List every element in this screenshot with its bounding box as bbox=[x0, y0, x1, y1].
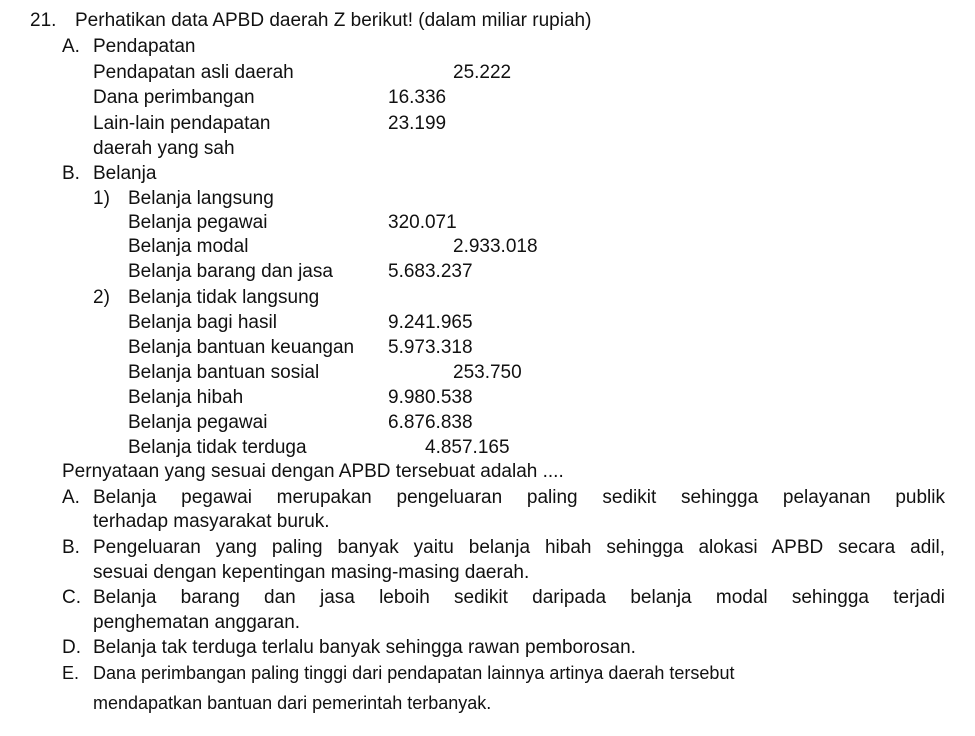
item-value: 9.980.538 bbox=[388, 387, 473, 408]
item-label: Belanja pegawai bbox=[128, 212, 268, 233]
question-prompt: Pernyataan yang sesuai dengan APBD tersebuat adalah .... bbox=[62, 461, 564, 482]
section-a-label: Pendapatan bbox=[93, 36, 196, 57]
item-value: 25.222 bbox=[453, 62, 512, 83]
group1-num: 1) bbox=[93, 188, 110, 209]
item-value: 16.336 bbox=[388, 87, 447, 108]
option-c-letter[interactable]: C. bbox=[62, 587, 81, 608]
item-label: Lain-lain pendapatan bbox=[93, 113, 271, 134]
option-b-letter[interactable]: B. bbox=[62, 537, 80, 558]
option-b-line1[interactable]: Pengeluaran yang paling banyak yaitu belanja hibah sehingga alokasi APBD secara adil, bbox=[93, 537, 945, 558]
option-b-line2[interactable]: sesuai dengan kepentingan masing-masing daerah. bbox=[93, 562, 530, 583]
question-title: Perhatikan data APBD daerah Z berikut! (dalam miliar rupiah) bbox=[75, 10, 592, 31]
item-label: Belanja bantuan sosial bbox=[128, 362, 320, 383]
item-label: Belanja bagi hasil bbox=[128, 312, 277, 333]
option-a-line1[interactable]: Belanja pegawai merupakan pengeluaran paling sedikit sehingga pelayanan publik bbox=[93, 487, 945, 508]
item-value: 23.199 bbox=[388, 113, 447, 134]
option-d-letter[interactable]: D. bbox=[62, 637, 81, 658]
option-c-line1[interactable]: Belanja barang dan jasa leboih sedikit daripada belanja modal sehingga terjadi bbox=[93, 587, 945, 608]
section-b-label: Belanja bbox=[93, 163, 157, 184]
group1-label: Belanja langsung bbox=[128, 188, 274, 209]
option-e-line2[interactable]: mendapatkan bantuan dari pemerintah terbanyak. bbox=[93, 693, 492, 713]
item-value: 9.241.965 bbox=[388, 312, 473, 333]
item-label: Dana perimbangan bbox=[93, 87, 255, 108]
item-label-cont: daerah yang sah bbox=[93, 138, 235, 159]
question-number: 21. bbox=[30, 10, 57, 31]
section-a-letter: A. bbox=[62, 36, 80, 57]
item-label: Belanja tidak terduga bbox=[128, 437, 307, 458]
group2-label: Belanja tidak langsung bbox=[128, 287, 320, 308]
item-label: Belanja modal bbox=[128, 236, 249, 257]
option-a-line2[interactable]: terhadap masyarakat buruk. bbox=[93, 511, 330, 532]
item-label: Belanja pegawai bbox=[128, 412, 268, 433]
group2-num: 2) bbox=[93, 287, 110, 308]
item-value: 320.071 bbox=[388, 212, 457, 233]
option-e-letter[interactable]: E. bbox=[62, 663, 80, 683]
option-a-letter[interactable]: A. bbox=[62, 487, 80, 508]
item-value: 5.973.318 bbox=[388, 337, 473, 358]
item-value: 253.750 bbox=[453, 362, 522, 383]
item-label: Belanja hibah bbox=[128, 387, 244, 408]
item-label: Pendapatan asli daerah bbox=[93, 62, 294, 83]
section-b-letter: B. bbox=[62, 163, 80, 184]
option-d-line1[interactable]: Belanja tak terduga terlalu banyak sehingga rawan pemborosan. bbox=[93, 637, 636, 658]
option-c-line2[interactable]: penghematan anggaran. bbox=[93, 612, 301, 633]
item-value: 5.683.237 bbox=[388, 261, 473, 282]
item-value: 2.933.018 bbox=[453, 236, 538, 257]
item-value: 4.857.165 bbox=[425, 437, 510, 458]
item-value: 6.876.838 bbox=[388, 412, 473, 433]
item-label: Belanja barang dan jasa bbox=[128, 261, 333, 282]
option-e-line1[interactable]: Dana perimbangan paling tinggi dari pendapatan lainnya artinya daerah tersebut bbox=[93, 663, 735, 683]
item-label: Belanja bantuan keuangan bbox=[128, 337, 355, 358]
